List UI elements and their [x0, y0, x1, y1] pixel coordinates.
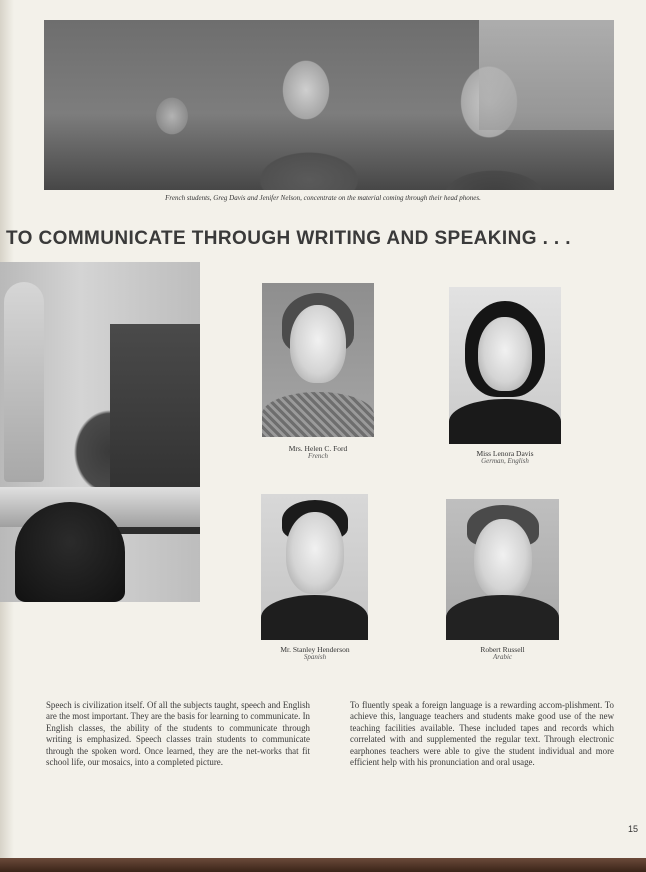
page-number: 15: [628, 824, 639, 834]
page-headline: TO COMMUNICATE THROUGH WRITING AND SPEAKING . . .: [6, 228, 571, 249]
face: [478, 317, 532, 391]
face: [290, 305, 346, 383]
body-text-right: To fluently speak a foreign language is a rewarding accom-plishment. To achieve this, language teachers and students make good use of the new teaching facilities available. These included tapes and records which correlated with and supplemented the regular text. Through electronic earphones teachers were able to give the student individual and more efficient help with his pronunciation and oral usage.: [350, 700, 614, 768]
shoulders: [262, 392, 374, 437]
faculty-name: Mrs. Helen C. Ford: [288, 444, 348, 453]
faculty-name: Miss Lenora Davis: [476, 449, 534, 458]
faculty-name: Robert Russell: [480, 645, 525, 654]
caption-henderson: [250, 646, 380, 662]
caption-ford: [262, 445, 374, 461]
shoulders: [261, 595, 368, 640]
classroom-photo: [0, 262, 200, 602]
faculty-name: Mr. Stanley Henderson: [280, 645, 350, 654]
portrait-ford: [262, 283, 374, 437]
chalkboard: [479, 20, 614, 130]
caption-davis: [440, 450, 570, 466]
face: [474, 519, 532, 599]
body-text-left: Speech is civilization itself. Of all the subjects taught, speech and English are the most important. They are the basis for learning to communicate. In English classes, the ability of the students to communicate through writing is emphasized. Speech classes train students to communicate through the spoken word. Once learned, they are the net-works that fit school life, our mosaics, into a completed picture.: [46, 700, 310, 768]
portrait-russell: [446, 499, 559, 640]
face: [286, 512, 344, 594]
faculty-subject: German, English: [481, 457, 529, 466]
faculty-subject: Spanish: [303, 653, 327, 662]
faculty-subject: Arabic: [492, 653, 513, 662]
shoulders: [446, 595, 559, 640]
portrait-davis: [449, 287, 561, 444]
page-bottom-band: [0, 858, 646, 872]
top-photo-caption: French students, Greg Davis and Jenifer Nelson, concentrate on the material coming through their head phones.: [165, 194, 481, 202]
seated-student: [15, 502, 125, 602]
faculty-subject: French: [308, 452, 328, 461]
caption-russell: [446, 646, 559, 662]
standing-student: [4, 282, 44, 482]
portrait-henderson: [261, 494, 368, 640]
shoulders: [449, 399, 561, 444]
language-lab-photo: [44, 20, 614, 190]
